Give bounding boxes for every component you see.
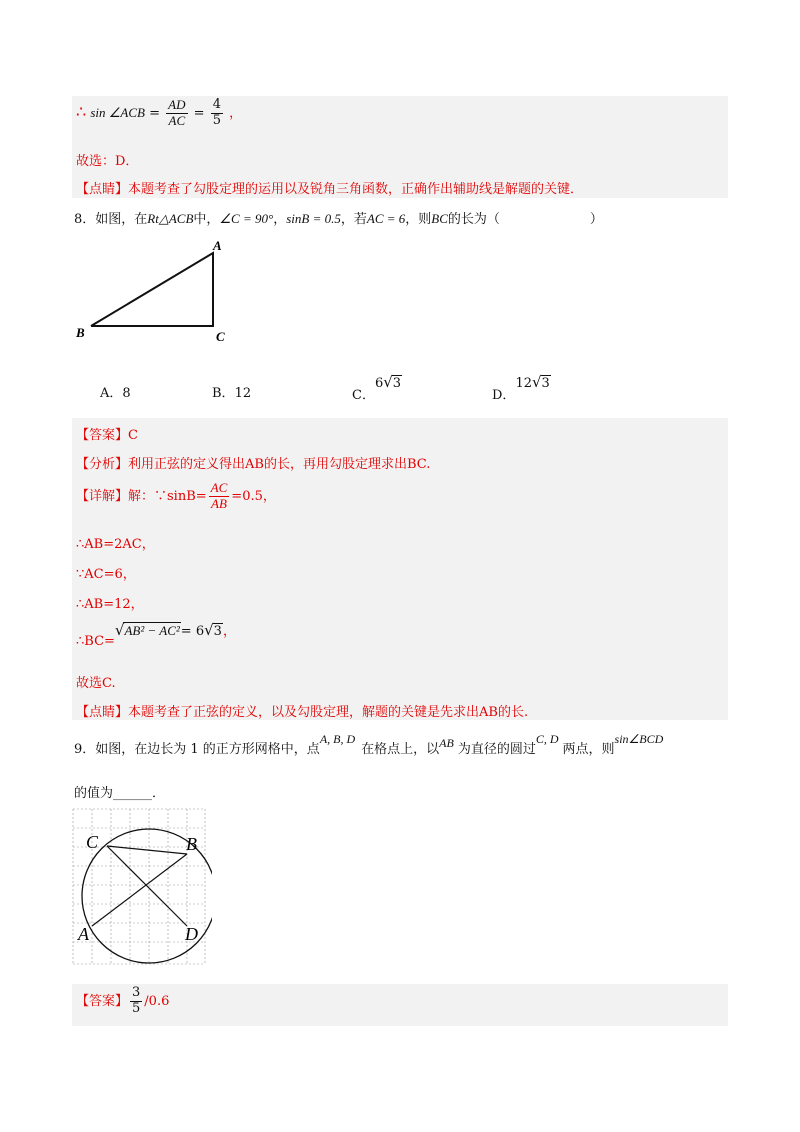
radical-sign: √ [531,373,542,391]
vertex-label-a: A [213,240,222,253]
q9-stem [74,732,664,757]
q8-angle-c: ∠C = 90° [219,211,274,226]
segment-cd [107,846,187,926]
q8-ac-value: AC = 6 [366,211,406,226]
radical-sign: √ [204,621,214,639]
q8-sin-b: sinB = 0.5 [286,211,341,226]
q9-stem-text: 9．如图，在边长为 1 的正方形网格中，点 [74,742,320,757]
triangle-shape [91,253,213,326]
comment-tag: 【点睛】 [76,705,129,720]
q9-stem-text: 为直径的圆过 [457,742,536,757]
q9-answer [76,986,169,1017]
q8-step-1: ∴AB=2AC， [76,537,155,552]
point-label-c: C [86,832,99,852]
analysis-tag: 【分析】 [76,457,129,472]
equals-sign: = [149,105,161,121]
vertex-label-c: C [216,329,225,344]
radicand-expression: AB² − AC² [124,623,180,638]
q8-bc: BC [431,211,448,226]
prev-solution-equation [76,98,242,129]
step-text: ， [222,624,236,639]
step-text: ∴BC= [76,634,115,649]
answer-tag: 【答案】 [76,428,129,443]
radicand-value: 3 [213,624,222,639]
q8-stem-text: ， [273,212,287,227]
detail-text: 解：∵sinB= [128,488,207,504]
q9-stem-text: 在格点上，以 [361,742,440,757]
fraction-denominator: AB [211,495,227,511]
prev-comment [76,178,583,197]
q9-points-abd: A, B, D [319,732,356,746]
answer-fraction [130,986,142,1017]
comma: ， [229,105,243,121]
q8-stem-text: 的长为（ [447,212,500,227]
q8-option-c[interactable] [352,372,402,403]
fraction-numerator: AC [210,480,228,495]
q8-step-2: ∵AC=6， [76,567,136,582]
q8-stem-text: 8．如图，在 [74,212,148,227]
answer-tag: 【答案】 [76,993,129,1009]
sin-acb-expr: sin ∠ACB [90,104,145,120]
q8-comment [76,701,528,720]
fraction-numerator: AD [168,97,186,112]
q8-step-4 [76,620,236,649]
q8-stem-text: ，则 [405,212,432,227]
fraction-denominator: 5 [132,1000,141,1016]
vertex-label-b: B [76,325,85,340]
detail-text: =0.5， [231,488,276,504]
q9-answer-block [72,984,728,1026]
q8-option-d[interactable] [492,372,551,403]
comment-text: 本题考查了正弦的定义，以及勾股定理，解题的关键是先求出AB的长. [128,705,529,720]
detail-tag: 【详解】 [76,488,129,504]
fraction-denominator: AC [168,112,186,128]
point-label-b: B [186,834,197,854]
q8-option-a[interactable] [100,382,131,401]
q9-sin-bcd: sin∠BCD [614,732,664,746]
q9-stem-continued: 的值为______． [74,786,166,801]
option-coefficient: 6 [374,376,384,391]
q8-triangle-figure [70,240,240,350]
answer-alternative: /0.6 [144,993,170,1009]
fraction-numerator: 4 [212,97,221,112]
q8-stem [74,208,603,227]
comment-text: 本题考查了勾股定理的运用以及锐角三角函数，正确作出辅助线是解题的关键． [128,182,584,197]
point-label-d: D [185,924,198,944]
prev-choice: 故选：D． [76,154,139,169]
option-coefficient: 12 [515,376,532,391]
option-letter: A． [100,386,123,401]
option-value: 12 [234,386,252,401]
q8-stem-text: 中， [193,212,220,227]
fraction-ac-ab [209,481,230,512]
point-label-a: A [78,924,89,944]
q9-stem-text: 两点，则 [562,742,615,757]
equals-sign: = [193,105,205,121]
q8-option-b[interactable] [212,382,251,401]
analysis-text: 利用正弦的定义得出AB的长，再用勾股定理求出BC. [128,457,431,472]
q8-analysis [76,453,430,472]
radical-sign: √ [383,373,393,391]
q8-triangle-name: Rt△ACB [147,211,194,226]
step-text: = 6 [180,624,205,639]
q8-choice: 故选C. [76,676,116,691]
option-letter: B． [212,386,235,401]
fraction-ad-ac [166,98,187,129]
q9-points-cd: C, D [535,732,559,746]
fraction-4-5 [211,98,223,129]
q8-stem-text: ） [589,212,603,227]
segment-ab [92,854,187,926]
option-radicand: 3 [392,376,402,391]
q8-answer [76,424,138,443]
q9-ab: AB [439,736,454,750]
q8-stem-text: ，若 [340,212,367,227]
option-letter: D． [492,388,516,403]
radical-sign: √ [114,621,125,639]
option-radicand: 3 [541,376,550,391]
therefore-symbol: ∴ [76,101,87,121]
q8-step-3: ∴AB=12， [76,597,144,612]
q8-detail [76,481,276,512]
fraction-denominator: 5 [212,112,221,128]
q9-grid-circle-figure [72,808,212,968]
option-letter: C． [352,388,375,403]
comment-tag: 【点睛】 [76,182,129,197]
option-value: 8 [122,386,131,401]
fraction-numerator: 3 [132,985,141,1000]
answer-value: C [128,428,138,443]
